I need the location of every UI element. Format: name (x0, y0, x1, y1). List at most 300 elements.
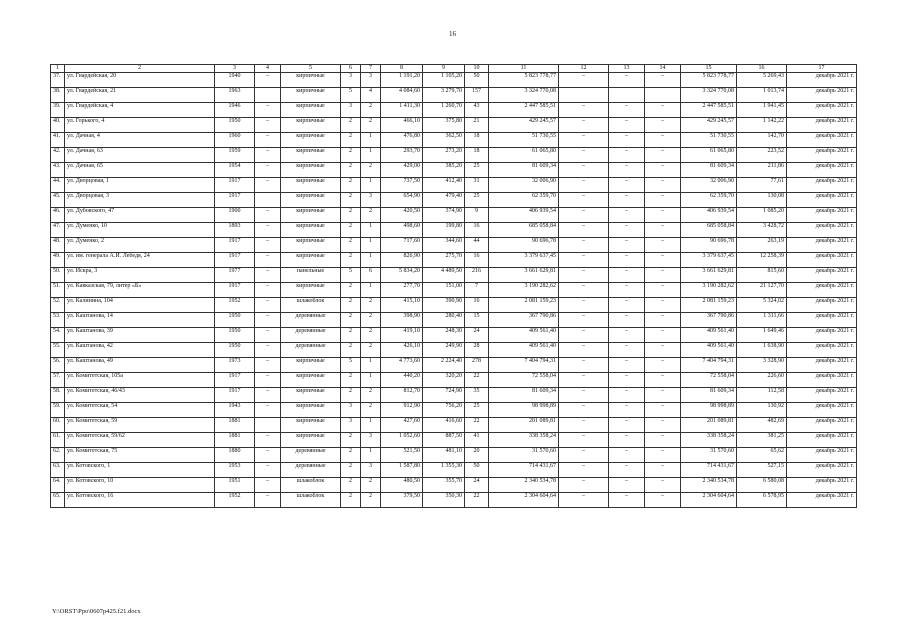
row-number-cell: 52. (51, 298, 65, 313)
wall-material-cell: кирпичные (281, 223, 341, 238)
unit-cost-cell: 3 328,90 (737, 358, 787, 373)
wear-cell: – (255, 328, 281, 343)
column-number-6: 6 (341, 65, 361, 73)
wall-material-cell: кирпичные (281, 403, 341, 418)
budget-cost-cell: – (609, 373, 645, 388)
column-number-2: 2 (65, 65, 215, 73)
total-cost-cell: 201 089,81 (489, 418, 559, 433)
total-cost-cell: 51 730,55 (489, 133, 559, 148)
year-built-cell: 1880 (215, 448, 255, 463)
entrances-cell: 1 (361, 448, 381, 463)
floors-cell: 2 (341, 133, 361, 148)
budget-cost-cell: – (609, 73, 645, 88)
entrances-cell: 1 (361, 358, 381, 373)
other-cost-cell: 201 089,81 (681, 418, 737, 433)
address-cell: ул. Думенко, 10 (65, 223, 215, 238)
table-row (51, 448, 857, 463)
other-cost-cell: 3 190 282,62 (681, 283, 737, 298)
total-area-cell: 480,50 (381, 478, 423, 493)
budget-cost-cell: – (609, 238, 645, 253)
living-area-cell: 4 489,50 (423, 268, 465, 283)
table-row (51, 118, 857, 133)
wall-material-cell: деревянные (281, 463, 341, 478)
fund-cost-cell: – (559, 403, 609, 418)
total-area-cell: 737,50 (381, 178, 423, 193)
owners-cost-cell: – (645, 193, 681, 208)
living-area-cell: 756,20 (423, 403, 465, 418)
wall-material-cell: кирпичные (281, 118, 341, 133)
wear-cell: – (255, 118, 281, 133)
floors-cell: 2 (341, 373, 361, 388)
living-area-cell: 416,60 (423, 418, 465, 433)
wear-cell: – (255, 178, 281, 193)
table-row (51, 283, 857, 298)
planned-date-cell: декабрь 2021 г. (787, 388, 857, 403)
entrances-cell: 2 (361, 388, 381, 403)
unit-cost-cell: 77,61 (737, 178, 787, 193)
row-number-cell: 41. (51, 133, 65, 148)
column-number-row (51, 65, 857, 73)
owners-cost-cell: – (645, 373, 681, 388)
total-area-cell: 398,90 (381, 313, 423, 328)
row-number-cell: 62. (51, 448, 65, 463)
residents-cell: 24 (465, 478, 489, 493)
total-area-cell: 1 191,20 (381, 73, 423, 88)
year-built-cell: 1940 (215, 73, 255, 88)
floors-cell: 2 (341, 433, 361, 448)
residents-cell: 15 (465, 313, 489, 328)
table-row (51, 103, 857, 118)
wear-cell: – (255, 73, 281, 88)
column-number-16: 16 (737, 65, 787, 73)
row-number-cell: 43. (51, 163, 65, 178)
wall-material-cell: деревянные (281, 448, 341, 463)
planned-date-cell: декабрь 2021 г. (787, 418, 857, 433)
year-built-cell: 1917 (215, 178, 255, 193)
wear-cell: – (255, 238, 281, 253)
wall-material-cell: кирпичные (281, 418, 341, 433)
residents-cell: 278 (465, 358, 489, 373)
unit-cost-cell: 482,69 (737, 418, 787, 433)
residents-cell: 157 (465, 88, 489, 103)
other-cost-cell: 7 404 794,31 (681, 358, 737, 373)
fund-cost-cell: – (559, 118, 609, 133)
wall-material-cell: кирпичные (281, 238, 341, 253)
floors-cell: 2 (341, 148, 361, 163)
row-number-cell: 44. (51, 178, 65, 193)
budget-cost-cell: – (609, 463, 645, 478)
year-built-cell: 1917 (215, 388, 255, 403)
total-area-cell: 498,60 (381, 223, 423, 238)
floors-cell: 2 (341, 313, 361, 328)
table-row (51, 133, 857, 148)
wall-material-cell: кирпичные (281, 148, 341, 163)
unit-cost-cell: 130,08 (737, 193, 787, 208)
planned-date-cell: декабрь 2021 г. (787, 463, 857, 478)
floors-cell: 2 (341, 238, 361, 253)
entrances-cell: 2 (361, 118, 381, 133)
year-built-cell: 1950 (215, 343, 255, 358)
unit-cost-cell: 112,58 (737, 388, 787, 403)
entrances-cell: 1 (361, 238, 381, 253)
fund-cost-cell: – (559, 253, 609, 268)
row-number-cell: 53. (51, 313, 65, 328)
address-cell: ул. Искра, 3 (65, 268, 215, 283)
address-cell: ул. Дворцовая, 1 (65, 178, 215, 193)
column-number-17: 17 (787, 65, 857, 73)
fund-cost-cell: – (559, 283, 609, 298)
planned-date-cell: декабрь 2021 г. (787, 493, 857, 508)
residents-cell: 22 (465, 493, 489, 508)
table-row (51, 268, 857, 283)
table-row (51, 373, 857, 388)
total-cost-cell: 409 561,40 (489, 343, 559, 358)
address-cell: ул. Кавказская, 79, литер «Б» (65, 283, 215, 298)
row-number-cell: 48. (51, 238, 65, 253)
other-cost-cell: 72 558,04 (681, 373, 737, 388)
other-cost-cell: 2 447 585,51 (681, 103, 737, 118)
year-built-cell: 1977 (215, 268, 255, 283)
total-cost-cell: 2 340 534,78 (489, 478, 559, 493)
living-area-cell: 362,50 (423, 133, 465, 148)
living-area-cell: 344,60 (423, 238, 465, 253)
living-area-cell: 374,90 (423, 208, 465, 223)
column-number-14: 14 (645, 65, 681, 73)
row-number-cell: 47. (51, 223, 65, 238)
row-number-cell: 40. (51, 118, 65, 133)
other-cost-cell: 2 340 534,78 (681, 478, 737, 493)
wall-material-cell: кирпичные (281, 103, 341, 118)
entrances-cell: 2 (361, 298, 381, 313)
total-cost-cell: 62 359,70 (489, 193, 559, 208)
fund-cost-cell: – (559, 193, 609, 208)
living-area-cell: 481,10 (423, 448, 465, 463)
address-cell: ул. Дачная, 4 (65, 133, 215, 148)
residents-cell: 20 (465, 448, 489, 463)
wear-cell: – (255, 493, 281, 508)
total-cost-cell: 61 065,80 (489, 148, 559, 163)
residents-cell: 22 (465, 418, 489, 433)
total-cost-cell: 2 081 159,23 (489, 298, 559, 313)
address-cell: ул. Калинина, 104 (65, 298, 215, 313)
floors-cell: 2 (341, 463, 361, 478)
budget-cost-cell: – (609, 358, 645, 373)
row-number-cell: 39. (51, 103, 65, 118)
year-built-cell: 1973 (215, 358, 255, 373)
table-row (51, 493, 857, 508)
total-cost-cell: 2 304 604,64 (489, 493, 559, 508)
wear-cell: – (255, 223, 281, 238)
budget-cost-cell: – (609, 343, 645, 358)
wear-cell (255, 88, 281, 103)
wear-cell: – (255, 208, 281, 223)
fund-cost-cell: – (559, 178, 609, 193)
year-built-cell: 1952 (215, 298, 255, 313)
floors-cell: 2 (341, 493, 361, 508)
budget-cost-cell: – (609, 193, 645, 208)
owners-cost-cell: – (645, 223, 681, 238)
unit-cost-cell: 263,19 (737, 238, 787, 253)
wall-material-cell: деревянные (281, 313, 341, 328)
year-built-cell: 1917 (215, 373, 255, 388)
wear-cell: – (255, 403, 281, 418)
table-row (51, 88, 857, 103)
year-built-cell: 1960 (215, 133, 255, 148)
address-cell: ул. Комитетская, 75 (65, 448, 215, 463)
total-cost-cell: 406 939,54 (489, 208, 559, 223)
owners-cost-cell: – (645, 358, 681, 373)
address-cell: ул. Дачная, 65 (65, 163, 215, 178)
wear-cell: – (255, 433, 281, 448)
column-number-3: 3 (215, 65, 255, 73)
other-cost-cell: 429 245,57 (681, 118, 737, 133)
living-area-cell: 2 224,40 (423, 358, 465, 373)
owners-cost-cell: – (645, 103, 681, 118)
total-cost-cell: 5 823 778,77 (489, 73, 559, 88)
owners-cost-cell: – (645, 178, 681, 193)
total-cost-cell: 32 006,90 (489, 178, 559, 193)
wall-material-cell: кирпичные (281, 133, 341, 148)
other-cost-cell: 714 431,67 (681, 463, 737, 478)
wear-cell: – (255, 283, 281, 298)
owners-cost-cell: – (645, 238, 681, 253)
floors-cell: 2 (341, 253, 361, 268)
wear-cell (255, 193, 281, 208)
year-built-cell: 1950 (215, 118, 255, 133)
owners-cost-cell: – (645, 388, 681, 403)
address-cell: ул. Комитетская, 54 (65, 403, 215, 418)
entrances-cell: 2 (361, 478, 381, 493)
fund-cost-cell: – (559, 103, 609, 118)
housing-register-table (50, 64, 857, 508)
fund-cost-cell: – (559, 418, 609, 433)
budget-cost-cell: – (609, 208, 645, 223)
residents-cell: 24 (465, 328, 489, 343)
table-row (51, 223, 857, 238)
wall-material-cell: кирпичные (281, 208, 341, 223)
owners-cost-cell: – (645, 418, 681, 433)
row-number-cell: 45. (51, 193, 65, 208)
year-built-cell: 1917 (215, 283, 255, 298)
year-built-cell: 1893 (215, 223, 255, 238)
unit-cost-cell: 1 085,20 (737, 208, 787, 223)
fund-cost-cell: – (559, 343, 609, 358)
row-number-cell: 49. (51, 253, 65, 268)
living-area-cell: 350,30 (423, 493, 465, 508)
row-number-cell: 60. (51, 418, 65, 433)
residents-cell: 16 (465, 223, 489, 238)
entrances-cell: 2 (361, 313, 381, 328)
column-number-13: 13 (609, 65, 645, 73)
living-area-cell: 355,70 (423, 478, 465, 493)
other-cost-cell: 3 379 637,45 (681, 253, 737, 268)
unit-cost-cell: 381,25 (737, 433, 787, 448)
unit-cost-cell: 65,62 (737, 448, 787, 463)
living-area-cell: 375,80 (423, 118, 465, 133)
entrances-cell: 1 (361, 373, 381, 388)
wear-cell: – (255, 463, 281, 478)
wear-cell: – (255, 148, 281, 163)
living-area-cell: 390,90 (423, 298, 465, 313)
other-cost-cell: 98 998,89 (681, 403, 737, 418)
floors-cell: 2 (341, 118, 361, 133)
wear-cell: – (255, 313, 281, 328)
entrances-cell: 1 (361, 148, 381, 163)
floors-cell: 2 (341, 298, 361, 313)
total-area-cell: 420,50 (381, 208, 423, 223)
table-row (51, 208, 857, 223)
owners-cost-cell: – (645, 283, 681, 298)
total-area-cell: 476,80 (381, 133, 423, 148)
total-cost-cell: 429 245,57 (489, 118, 559, 133)
residents-cell: 50 (465, 463, 489, 478)
unit-cost-cell: 1 941,45 (737, 103, 787, 118)
address-cell: ул. Комитетская, 59 (65, 418, 215, 433)
floors-cell: 2 (341, 163, 361, 178)
living-area-cell: 199,80 (423, 223, 465, 238)
column-number-1: 1 (51, 65, 65, 73)
unit-cost-cell: 12 258,39 (737, 253, 787, 268)
unit-cost-cell: 1 649,46 (737, 328, 787, 343)
fund-cost-cell: – (559, 223, 609, 238)
table-row (51, 418, 857, 433)
fund-cost-cell: – (559, 448, 609, 463)
fund-cost-cell: – (559, 478, 609, 493)
wall-material-cell: кирпичные (281, 433, 341, 448)
wear-cell: – (255, 358, 281, 373)
unit-cost-cell: 6 580,08 (737, 478, 787, 493)
row-number-cell: 42. (51, 148, 65, 163)
total-area-cell: 4 773,60 (381, 358, 423, 373)
total-area-cell: 826,90 (381, 253, 423, 268)
unit-cost-cell: 21 127,70 (737, 283, 787, 298)
table-row (51, 238, 857, 253)
budget-cost-cell: – (609, 178, 645, 193)
total-cost-cell: 72 558,04 (489, 373, 559, 388)
owners-cost-cell: – (645, 268, 681, 283)
planned-date-cell: декабрь 2021 г. (787, 103, 857, 118)
budget-cost-cell: – (609, 118, 645, 133)
total-area-cell: 415,10 (381, 298, 423, 313)
footer-file-path: Y:\ORST\Ppo\0607p425.f21.docx (52, 608, 141, 615)
entrances-cell: 2 (361, 343, 381, 358)
total-area-cell: 293,70 (381, 148, 423, 163)
column-number-5: 5 (281, 65, 341, 73)
living-area-cell: 1 105,20 (423, 73, 465, 88)
entrances-cell: 3 (361, 463, 381, 478)
residents-cell: 18 (465, 133, 489, 148)
owners-cost-cell: – (645, 328, 681, 343)
fund-cost-cell: – (559, 388, 609, 403)
budget-cost-cell: – (609, 328, 645, 343)
unit-cost-cell: 815,60 (737, 268, 787, 283)
living-area-cell: 275,70 (423, 253, 465, 268)
floors-cell: 2 (341, 208, 361, 223)
entrances-cell: 1 (361, 133, 381, 148)
unit-cost-cell: 1 638,90 (737, 343, 787, 358)
row-number-cell: 59. (51, 403, 65, 418)
fund-cost-cell: – (559, 133, 609, 148)
living-area-cell: 887,50 (423, 433, 465, 448)
wear-cell: – (255, 448, 281, 463)
other-cost-cell: 62 359,70 (681, 193, 737, 208)
residents-cell: 50 (465, 73, 489, 88)
planned-date-cell: декабрь 2021 г. (787, 343, 857, 358)
entrances-cell: 2 (361, 163, 381, 178)
unit-cost-cell: 211,86 (737, 163, 787, 178)
total-area-cell: 427,60 (381, 418, 423, 433)
table-row (51, 343, 857, 358)
table-row (51, 73, 857, 88)
table-row (51, 148, 857, 163)
planned-date-cell: декабрь 2021 г. (787, 328, 857, 343)
total-area-cell: 912,90 (381, 403, 423, 418)
total-cost-cell: 3 190 282,62 (489, 283, 559, 298)
budget-cost-cell: – (609, 388, 645, 403)
total-cost-cell: 338 358,24 (489, 433, 559, 448)
other-cost-cell: 3 324 770,08 (681, 88, 737, 103)
living-area-cell: 3 279,70 (423, 88, 465, 103)
row-number-cell: 46. (51, 208, 65, 223)
wall-material-cell: кирпичные (281, 283, 341, 298)
column-number-11: 11 (489, 65, 559, 73)
living-area-cell: 724,90 (423, 388, 465, 403)
entrances-cell: 2 (361, 208, 381, 223)
owners-cost-cell: – (645, 298, 681, 313)
table-row (51, 163, 857, 178)
budget-cost-cell: – (609, 478, 645, 493)
year-built-cell: 1917 (215, 193, 255, 208)
floors-cell: 2 (341, 343, 361, 358)
year-built-cell: 1952 (215, 493, 255, 508)
floors-cell: 2 (341, 478, 361, 493)
living-area-cell: 280,40 (423, 313, 465, 328)
budget-cost-cell: – (609, 253, 645, 268)
fund-cost-cell: – (559, 298, 609, 313)
total-area-cell: 466,10 (381, 118, 423, 133)
address-cell: ул. Каштанова, 14 (65, 313, 215, 328)
row-number-cell: 61. (51, 433, 65, 448)
address-cell: ул. Дубовского, 47 (65, 208, 215, 223)
residents-cell: 25 (465, 193, 489, 208)
other-cost-cell: 2 304 604,64 (681, 493, 737, 508)
total-cost-cell: 31 570,60 (489, 448, 559, 463)
address-cell: ул. Дворцовая, 3 (65, 193, 215, 208)
floors-cell: 3 (341, 418, 361, 433)
wall-material-cell: деревянные (281, 328, 341, 343)
wall-material-cell: шлакоблок (281, 493, 341, 508)
other-cost-cell: 338 358,24 (681, 433, 737, 448)
table-row (51, 403, 857, 418)
floors-cell: 2 (341, 223, 361, 238)
planned-date-cell: декабрь 2021 г. (787, 238, 857, 253)
residents-cell: 16 (465, 253, 489, 268)
entrances-cell: 1 (361, 418, 381, 433)
living-area-cell: 1 260,70 (423, 103, 465, 118)
total-area-cell: 812,70 (381, 388, 423, 403)
wall-material-cell: кирпичные (281, 193, 341, 208)
total-cost-cell: 409 561,40 (489, 328, 559, 343)
address-cell: ул. Гвардейская, 20 (65, 73, 215, 88)
floors-cell: 2 (341, 193, 361, 208)
planned-date-cell: декабрь 2021 г. (787, 133, 857, 148)
planned-date-cell: декабрь 2021 г. (787, 148, 857, 163)
address-cell: ул. Думенко, 2 (65, 238, 215, 253)
budget-cost-cell: – (609, 403, 645, 418)
planned-date-cell: декабрь 2021 г. (787, 373, 857, 388)
residents-cell: 44 (465, 238, 489, 253)
wear-cell: – (255, 163, 281, 178)
